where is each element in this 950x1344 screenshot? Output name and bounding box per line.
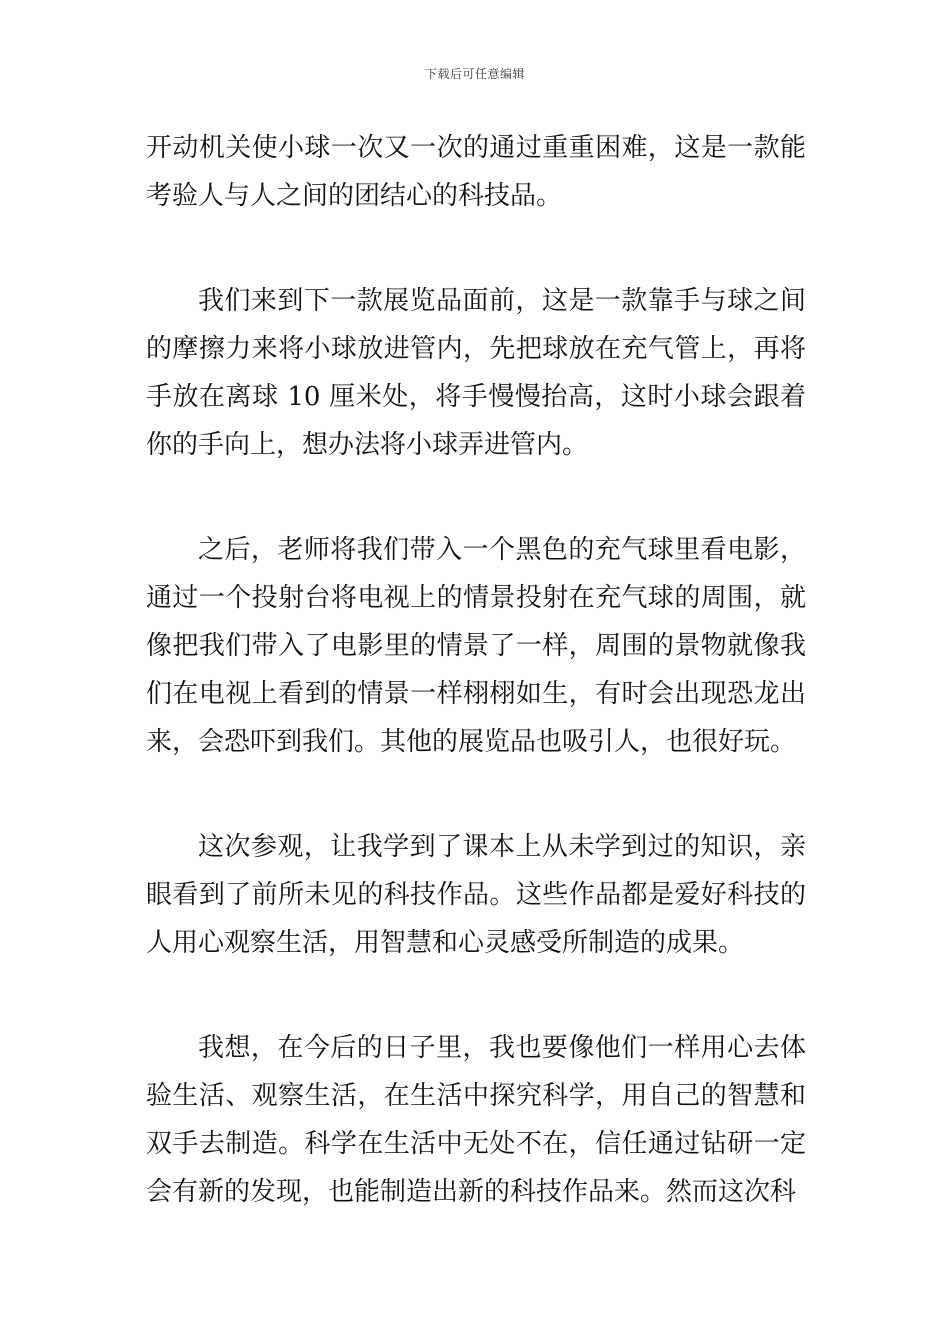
- paragraph-2: 我们来到下一款展览品面前，这是一款靠手与球之间的摩擦力来将小球放进管内，先把球放在充气管上，再将手放在离球 10 厘米处，将手慢慢抬高，这时小球会跟着你的手向上，想办法将小球弄进管内。: [146, 286, 806, 460]
- paragraph-4: 这次参观，让我学到了课本上从未学到过的知识，亲眼看到了前所未见的科技作品。这些作品都是爱好科技的人用心观察生活，用智慧和心灵感受所制造的成果。: [146, 832, 806, 958]
- paragraph-5: 我想，在今后的日子里，我也要像他们一样用心去体验生活、观察生活，在生活中探究科学，用自己的智慧和双手去制造。科学在生活中无处不在，信任通过钻研一定会有新的发现，也能制造出新的科技作品来。然而这次科: [146, 1033, 806, 1207]
- document-body: [146, 124, 806, 1216]
- page-header-note: 下载后可任意编辑: [424, 67, 525, 81]
- paragraph-3: 之后，老师将我们带入一个黑色的充气球里看电影，通过一个投射台将电视上的情景投射在充气球的周围，就像把我们带入了电影里的情景了一样，周围的景物就像我们在电视上看到的情景一样栩栩如生，有时会出现恐龙出来，会恐吓到我们。其他的展览品也吸引人，也很好玩。: [146, 535, 806, 757]
- paragraph-1: 开动机关使小球一次又一次的通过重重困难，这是一款能考验人与人之间的团结心的科技品。: [146, 133, 806, 211]
